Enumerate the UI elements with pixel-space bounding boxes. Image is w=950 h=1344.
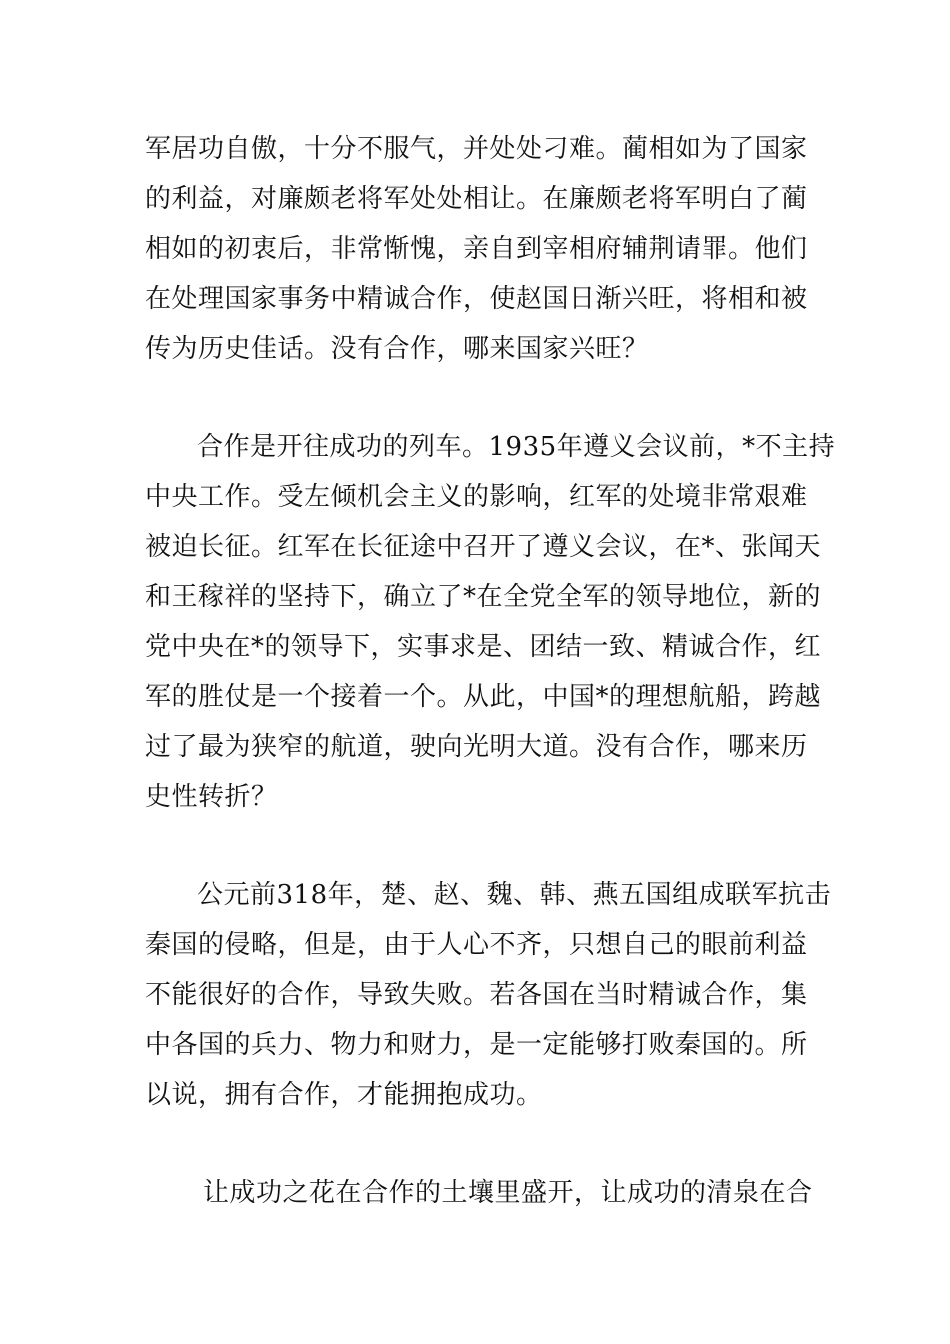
paragraph-line: 史性转折？ <box>145 782 278 812</box>
paragraph-line: 的利益，对廉颇老将军处处相让。在廉颇老将军明白了蔺 <box>145 184 808 214</box>
paragraph-line: 在处理国家事务中精诚合作，使赵国日渐兴旺，将相和被 <box>145 284 808 314</box>
paragraph-lianpo <box>145 124 810 374</box>
paragraph-line: 军居功自傲，十分不服气，并处处刁难。蔺相如为了国家 <box>145 134 808 164</box>
paragraph-five-states <box>145 870 832 1120</box>
paragraph-line: 以说，拥有合作，才能拥抱成功。 <box>145 1080 543 1110</box>
paragraph-conclusion <box>145 1168 813 1218</box>
paragraph-zunyi <box>145 422 836 822</box>
paragraph-line: 公元前318年，楚、赵、魏、韩、燕五国组成联军抗击 <box>197 880 832 910</box>
paragraph-line: 过了最为狭窄的航道，驶向光明大道。没有合作，哪来历 <box>145 732 808 762</box>
paragraph-line: 军的胜仗是一个接着一个。从此，中国*的理想航船，跨越 <box>145 682 822 712</box>
paragraph-line: 合作是开往成功的列车。1935年遵义会议前，*不主持 <box>197 432 836 462</box>
paragraph-line: 不能很好的合作，导致失败。若各国在当时精诚合作，集 <box>145 980 808 1010</box>
paragraph-line: 传为历史佳话。没有合作，哪来国家兴旺？ <box>145 334 649 364</box>
paragraph-line: 党中央在*的领导下，实事求是、团结一致、精诚合作，红 <box>145 632 822 662</box>
paragraph-line: 中央工作。受左倾机会主义的影响，红军的处境非常艰难 <box>145 482 808 512</box>
paragraph-line: 被迫长征。红军在长征途中召开了遵义会议，在*、张闻天 <box>145 532 822 562</box>
paragraph-line: 让成功之花在合作的土壤里盛开，让成功的清泉在合 <box>203 1178 813 1208</box>
paragraph-line: 和王稼祥的坚持下，确立了*在全党全军的领导地位，新的 <box>145 582 822 612</box>
paragraph-line: 秦国的侵略，但是，由于人心不齐，只想自己的眼前利益 <box>145 930 808 960</box>
paragraph-line: 相如的初衷后，非常惭愧，亲自到宰相府辅荆请罪。他们 <box>145 234 808 264</box>
paragraph-line: 中各国的兵力、物力和财力，是一定能够打败秦国的。所 <box>145 1030 808 1060</box>
